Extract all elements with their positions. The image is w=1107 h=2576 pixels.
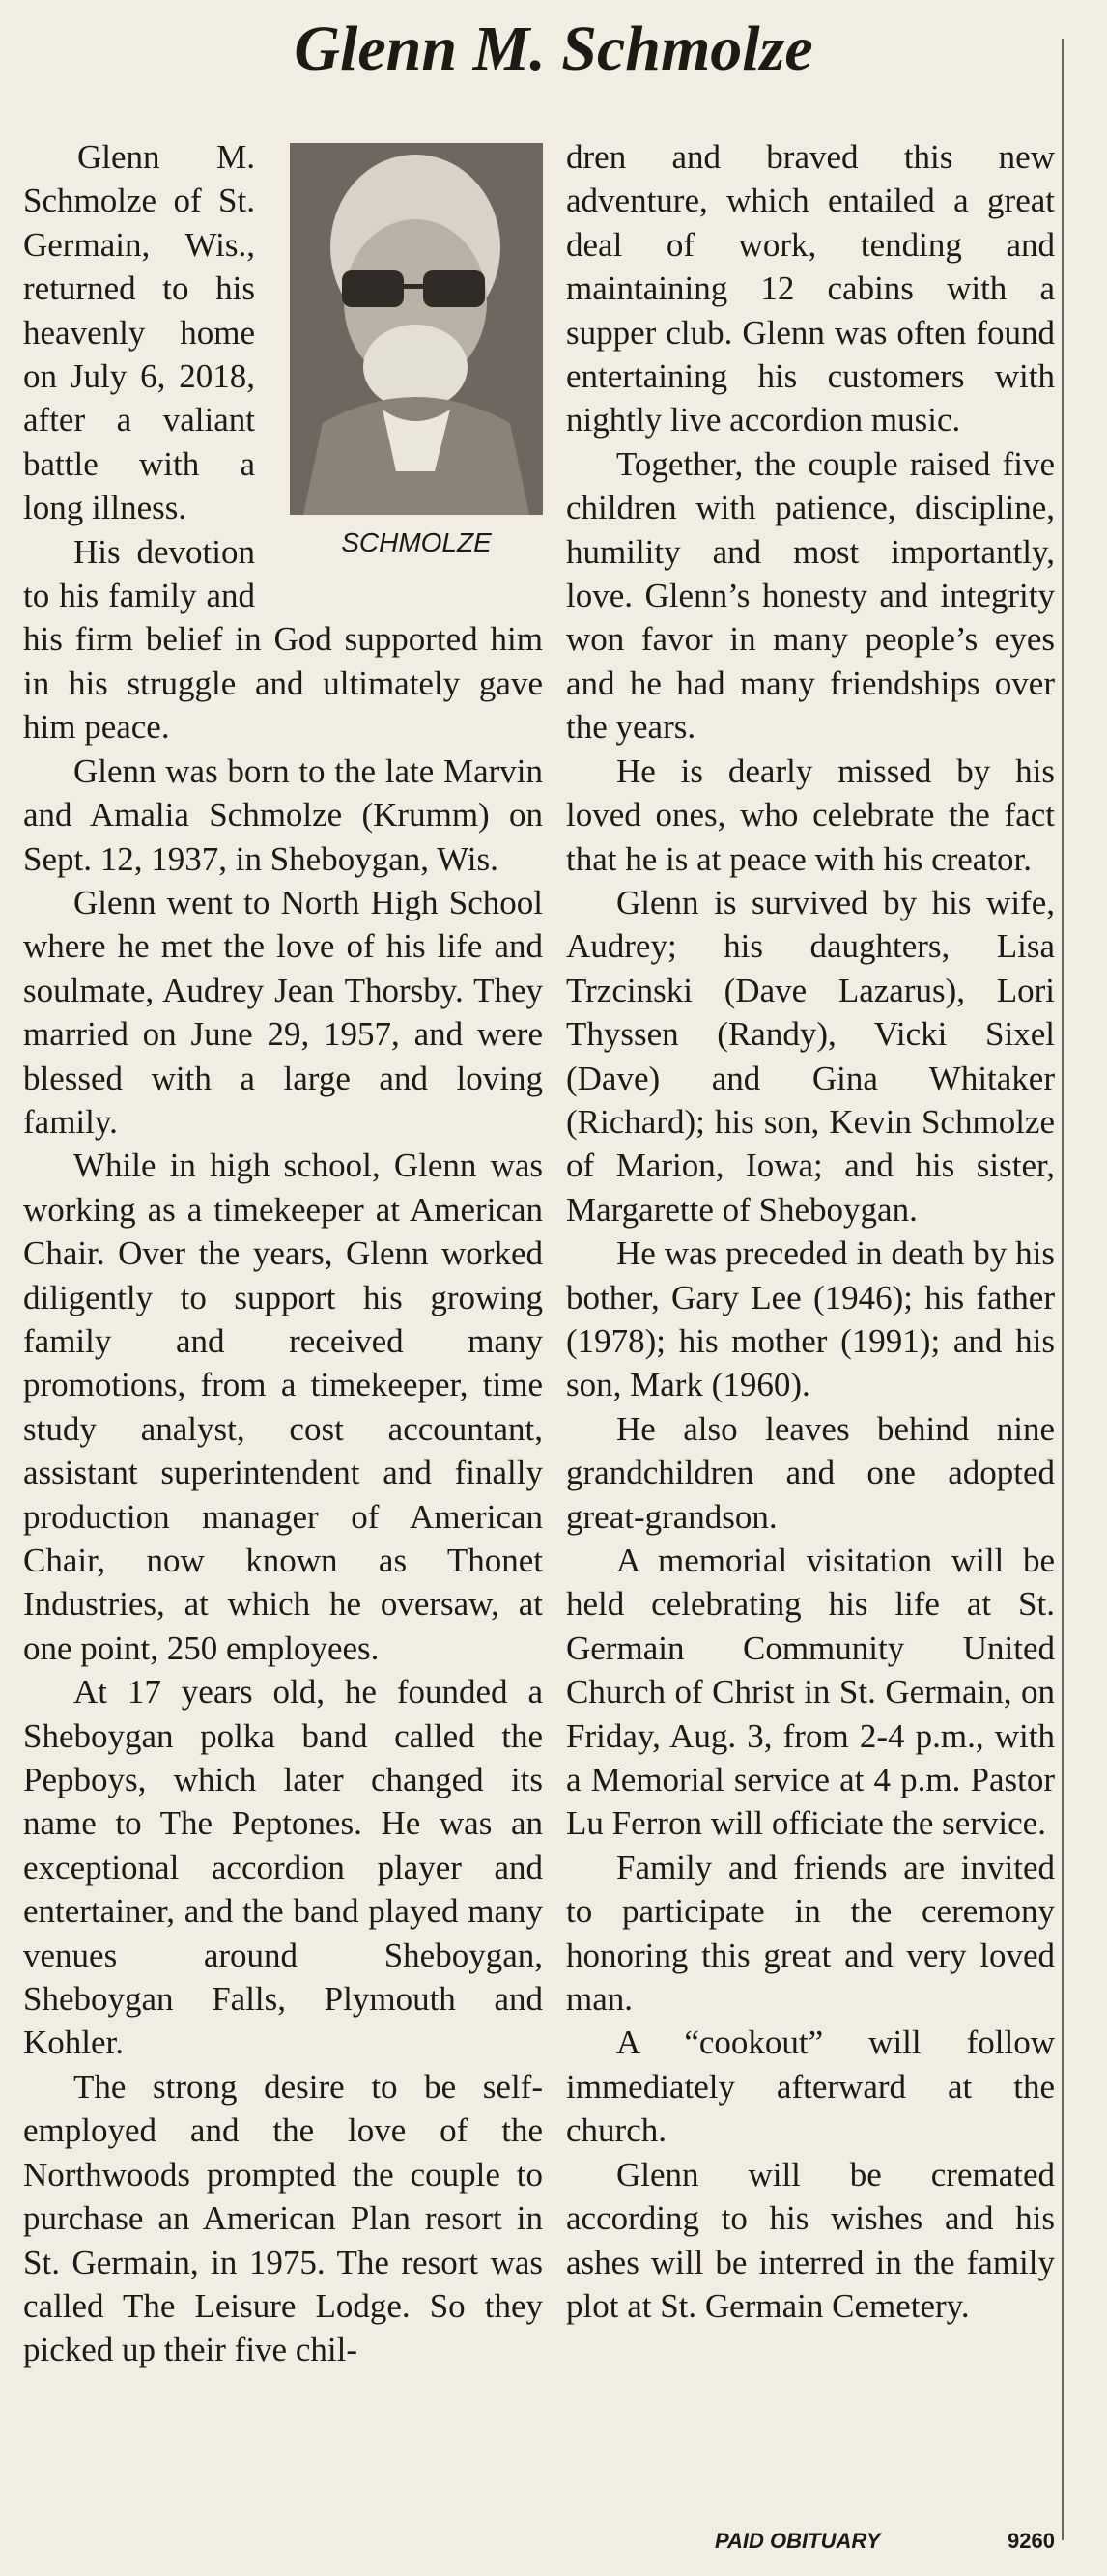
left-paragraph-6: At 17 years old, he founded a Sheboygan polka band called the Pepboys, which later changed its name to The Peptones. He was an exceptional accordion player and entertainer, and the band played many venues around Sheboygan, Sheboygan Falls, Plymouth and Kohler.	[23, 1673, 543, 2062]
left-paragraph-5: While in high school, Glenn was working as a timekeeper at American Chair. Over the years, Glenn worked diligently to support his growing family and received many promotions, from a timekeeper, time study analyst, cost accountant, assistant superintendent and finally production manager of American Chair, now known as Thonet Industries, at which he oversaw, at one point, 250 employees.	[23, 1146, 543, 1667]
left-paragraph-2: His devotion to his family and his firm belief in God supported him in his struggle and ultimately gave him peace.	[23, 532, 543, 747]
obituary-title: Glenn M. Schmolze	[294, 14, 813, 84]
right-paragraph-9: Glenn will be cremated according to his wishes and his ashes will be interred in the family plot at St. Germain Cemetery.	[566, 2155, 1055, 2325]
right-column-rule	[1062, 39, 1064, 2540]
obituary-footer	[566, 2523, 1055, 2562]
left-column	[23, 135, 543, 2372]
left-paragraph-7: The strong desire to be self-employed and the love of the Northwoods prompted the couple to purchase an American Plan resort in St. Germain, in 1975. The resort was called The Leisure Lodge. So they picked up their five chil-	[23, 2067, 543, 2369]
right-paragraph-6: A memorial visitation will be held celebrating his life at St. Germain Community United Church of Christ in St. Germain, on Friday, Aug. 3, from 2-4 p.m., with a Memorial service at 4 p.m. Pastor Lu Ferron will officiate the service.	[566, 1542, 1055, 1843]
portrait-photo	[290, 143, 543, 515]
left-paragraph-3: Glenn was born to the late Marvin and Amalia Schmolze (Krumm) on Sept. 12, 1937, in Sheboygan, Wis.	[23, 751, 543, 878]
right-continuation-paragraph: dren and braved this new adventure, which entailed a great deal of work, tending and maintaining 12 cabins with a supper club. Glenn was often found entertaining his customers with nightly live accordion music.	[566, 138, 1055, 439]
right-paragraph-4: He was preceded in death by his bother, Gary Lee (1946); his father (1978); his mother (1991); and his son, Mark (1960).	[566, 1234, 1055, 1404]
portrait-image	[290, 143, 543, 515]
right-paragraph-8: A “cookout” will follow immediately afterward at the church.	[566, 2024, 1055, 2150]
right-column	[566, 135, 1055, 2328]
right-paragraph-7: Family and friends are invited to participate in the ceremony honoring this great and very loved man.	[566, 1848, 1055, 2019]
photo-caption: SCHMOLZE	[341, 527, 492, 557]
left-paragraph-1: Glenn M. Schmolze of St. Germain, Wis., returned to his heavenly home on July 6, 2018, after a valiant battle with a long illness.	[23, 138, 255, 527]
paid-obituary-label: PAID OBITUARY	[715, 2529, 881, 2553]
right-paragraph-3: Glenn is survived by his wife, Audrey; his daughters, Lisa Trzcinski (Dave Lazarus), Lori Thyssen (Randy), Vicki Sixel (Dave) and Gina Whitaker (Richard); his son, Kevin Schmolze of Marion, Iowa; and his sister, Margarette of Sheboygan.	[566, 883, 1055, 1229]
right-paragraph-1: Together, the couple raised five children with patience, discipline, humility and most importantly, love. Glenn’s honesty and integrity won favor in many people’s eyes and he had many friendships over the years.	[566, 444, 1055, 747]
photo-box	[270, 143, 543, 575]
right-paragraph-5: He also leaves behind nine grandchildren and one adopted great-grandson.	[566, 1409, 1055, 1536]
obituary-code: 9260	[1008, 2529, 1055, 2553]
right-paragraph-2: He is dearly missed by his loved ones, who celebrate the fact that he is at peace with his creator.	[566, 751, 1055, 878]
left-paragraph-4: Glenn went to North High School where he met the love of his life and soulmate, Audrey Jean Thorsby. They married on June 29, 1957, and were blessed with a large and loving family.	[23, 883, 543, 1141]
